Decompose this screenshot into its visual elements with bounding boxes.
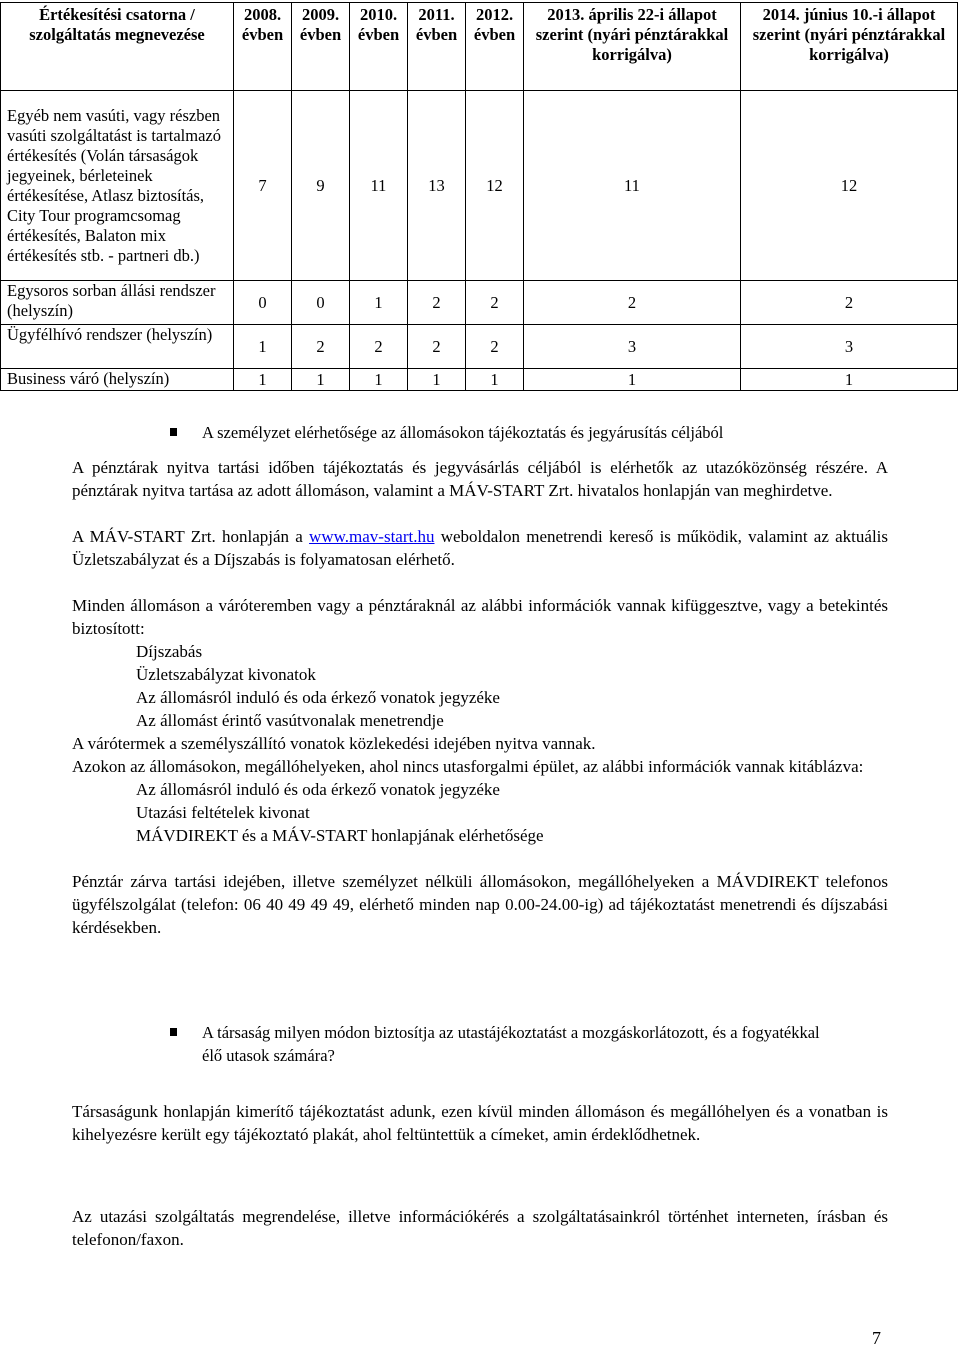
table-cell: 2 xyxy=(408,325,466,369)
table-row xyxy=(1,325,958,369)
bullet-square-icon xyxy=(170,428,177,436)
page-number: 7 xyxy=(872,1328,881,1348)
section1-body xyxy=(72,456,888,939)
table-row xyxy=(1,369,958,391)
table-cell: 7 xyxy=(234,91,292,281)
section2-heading: A társaság milyen módon biztosítja az utastájékoztatást a mozgáskorlátozott, és a fogyatékkal élő utasok számára? xyxy=(202,1023,820,1065)
list-item: MÁVDIREKT és a MÁV-START honlapjának elérhetősége xyxy=(136,826,544,845)
table-cell: 9 xyxy=(292,91,350,281)
paragraph-website xyxy=(72,525,888,571)
table-cell: 2 xyxy=(466,325,524,369)
table-cell: 1 xyxy=(741,369,958,391)
header-2012: 2012. évben xyxy=(466,3,524,91)
table-cell: 3 xyxy=(741,325,958,369)
list-item: Az állomást érintő vasútvonalak menetrendje xyxy=(136,711,444,730)
table-cell: 2 xyxy=(466,281,524,325)
table-cell: 0 xyxy=(292,281,350,325)
table-cell: 1 xyxy=(234,325,292,369)
paragraph: Pénztár zárva tartási idejében, illetve személyzet nélküli állomásokon, megállóhelyeken a MÁVDIREKT telefonos ügyfélszolgálat (telefon: 06 40 49 49 49, elérhető minden nap 0.00-24.00-ig) ad tájékoztatást menetrendi és díjszabási kérdésekben. xyxy=(72,872,888,937)
table-cell: 13 xyxy=(408,91,466,281)
table-row xyxy=(1,281,958,325)
row-label: Ügyfélhívó rendszer (helyszín) xyxy=(1,325,234,369)
paragraph: Azokon az állomásokon, megállóhelyeken, ahol nincs utasforgalmi épület, az alábbi információk vannak kitáblázva: xyxy=(72,757,864,776)
section2-bullet xyxy=(170,1021,870,1067)
list-item: Díjszabás xyxy=(136,642,203,661)
table-cell: 1 xyxy=(524,369,741,391)
table-cell: 1 xyxy=(350,281,408,325)
table-cell: 2 xyxy=(741,281,958,325)
header-2008: 2008. évben xyxy=(234,3,292,91)
paragraph: A várótermek a személyszállító vonatok közlekedési idejében nyitva vannak. xyxy=(72,734,596,753)
table-cell: 2 xyxy=(524,281,741,325)
table-cell: 1 xyxy=(292,369,350,391)
section2-body-2 xyxy=(72,1205,888,1251)
table-cell: 0 xyxy=(234,281,292,325)
table-cell: 3 xyxy=(524,325,741,369)
paragraph: Társaságunk honlapján kimerítő tájékoztatást adunk, ezen kívül minden állomáson és megállóhelyen és a vonatban is kihelyezésre került egy tájékoztató plakát, ahol feltüntettük a címeket, amin érdeklődhetnek. xyxy=(72,1102,888,1144)
table-cell: 11 xyxy=(350,91,408,281)
section1-bullet xyxy=(170,421,870,444)
table-cell: 1 xyxy=(466,369,524,391)
paragraph: Minden állomáson a váróteremben vagy a pénztáraknál az alábbi információk vannak kifüggesztve, vagy a betekintés biztosított: xyxy=(72,596,888,638)
mav-start-link[interactable]: www.mav-start.hu xyxy=(309,527,435,546)
paragraph: A pénztárak nyitva tartási időben tájékoztatás és jegyvásárlás céljából is elérhetők az utazóközönség részére. A pénztárak nyitva tartása az adott állomáson, valamint a MÁV-START Zrt. hivatalos honlapján van meghirdetve. xyxy=(72,458,888,500)
channels-table xyxy=(0,2,958,391)
list-item: Az állomásról induló és oda érkező vonatok jegyzéke xyxy=(136,780,500,799)
row-label: Egysoros sorban állási rendszer (helyszín) xyxy=(1,281,234,325)
header-2011: 2011. évben xyxy=(408,3,466,91)
header-2010: 2010. évben xyxy=(350,3,408,91)
header-2009: 2009. évben xyxy=(292,3,350,91)
table-cell: 1 xyxy=(234,369,292,391)
table-cell: 2 xyxy=(350,325,408,369)
table-header-row xyxy=(1,3,958,91)
header-2014: 2014. június 10.-i állapot szerint (nyári pénztárakkal korrigálva) xyxy=(741,3,958,91)
table-cell: 12 xyxy=(741,91,958,281)
table-cell: 1 xyxy=(350,369,408,391)
paragraph: Az utazási szolgáltatás megrendelése, illetve információkérés a szolgáltatásainkról történhet interneten, írásban és telefonon/faxon. xyxy=(72,1207,888,1249)
row-label: Egyéb nem vasúti, vagy részben vasúti szolgáltatást is tartalmazó értékesítés (Volán társaságok jegyeinek, bérleteinek értékesítése, Atlasz biztosítás, City Tour programcsomag értékesítés, Balaton mix értékesítés stb. - partneri db.) xyxy=(1,91,234,281)
section1-heading: A személyzet elérhetősége az állomásokon tájékoztatás és jegyárusítás céljából xyxy=(202,423,724,442)
text-fragment: A MÁV-START Zrt. honlapján a xyxy=(72,527,310,546)
table-cell: 2 xyxy=(292,325,350,369)
table-cell: 1 xyxy=(408,369,466,391)
table-cell: 12 xyxy=(466,91,524,281)
list-item: Utazási feltételek kivonat xyxy=(136,803,310,822)
table-cell: 11 xyxy=(524,91,741,281)
list-item: Üzletszabályzat kivonatok xyxy=(136,665,316,684)
bullet-square-icon xyxy=(170,1028,177,1036)
header-channel: Értékesítési csatorna / szolgáltatás megnevezése xyxy=(1,3,234,91)
list-item: Az állomásról induló és oda érkező vonatok jegyzéke xyxy=(136,688,500,707)
row-label: Business váró (helyszín) xyxy=(1,369,234,391)
header-2013: 2013. április 22-i állapot szerint (nyári pénztárakkal korrigálva) xyxy=(524,3,741,91)
section2-body xyxy=(72,1100,888,1146)
table-row xyxy=(1,91,958,281)
text-fragment: weboldalon menetrendi kereső is működik, valamint az aktuális Üzletszabályzat és a Díjszabás is folyamatosan elérhető. xyxy=(72,527,889,569)
table-cell: 2 xyxy=(408,281,466,325)
